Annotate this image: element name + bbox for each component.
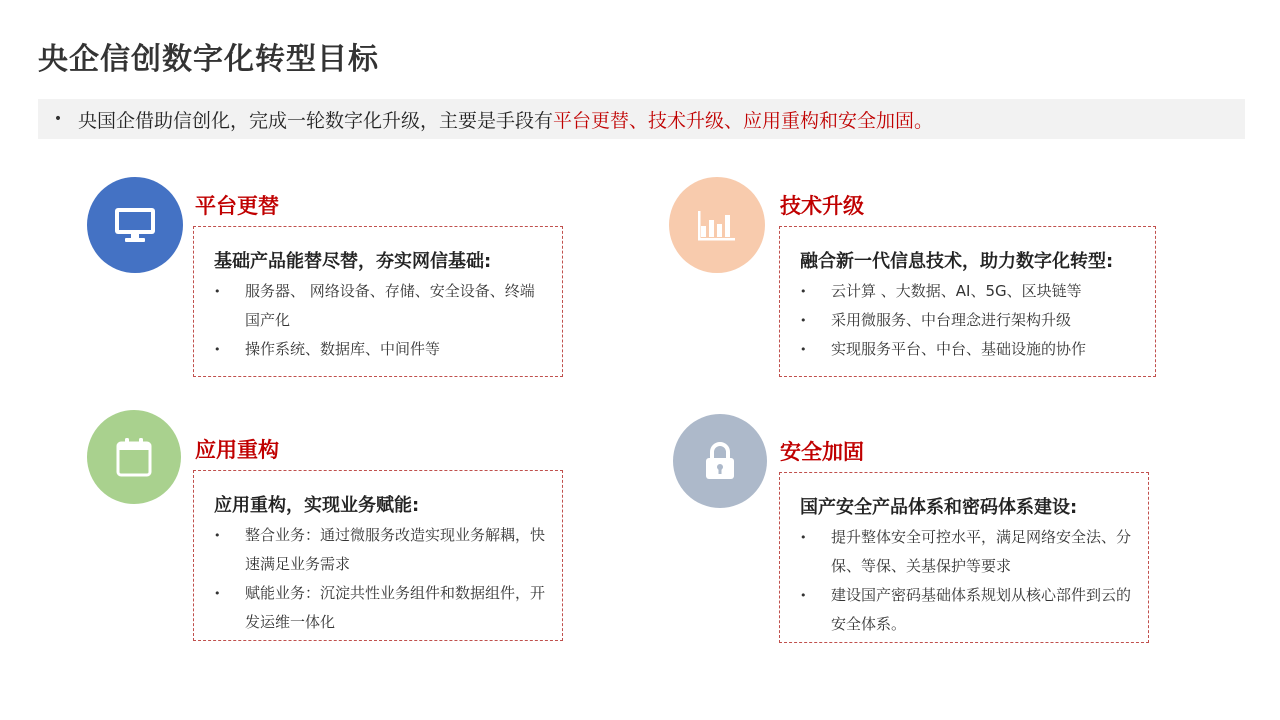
tech-box [779,226,1156,377]
calendar-icon [115,437,153,477]
summary-text-highlight: 平台更替、技术升级、应用重构和安全加固。 [553,109,934,132]
platform-box [193,226,563,377]
list-item: • 采用微服务、中台理念进行架构升级 [800,306,1141,335]
security-heading: 国产安全产品体系和密码体系建设: [800,497,1078,518]
tech-heading: 融合新一代信息技术，助力数字化转型: [800,251,1114,272]
list-item: • 操作系统、数据库、中间件等 [214,335,548,364]
page-title: 央企信创数字化转型目标 [38,42,379,77]
section-title-platform: 平台更替 [195,194,279,218]
list-item: • 建设国产密码基础体系规划从核心部件到云的安全体系。 [800,581,1134,639]
platform-heading: 基础产品能替尽替，夯实网信基础: [214,251,492,272]
list-item: • 实现服务平台、中台、基础设施的协作 [800,335,1141,364]
list-item: • 整合业务：通过微服务改造实现业务解耦，快速满足业务需求 [214,521,548,579]
lock-icon [703,441,737,481]
summary-banner [38,99,1245,139]
monitor-icon [114,207,156,243]
list-item: • 云计算 、大数据、AI、5G、区块链等 [800,277,1141,306]
platform-circle [87,177,183,273]
summary-text [78,106,933,133]
app-circle [87,410,181,504]
bar-chart-icon [697,209,737,241]
security-box [779,472,1149,643]
list-item: • 赋能业务：沉淀共性业务组件和数据组件，开发运维一体化 [214,579,548,637]
list-item: • 服务器、 网络设备、存储、安全设备、终端国产化 [214,277,548,335]
app-box [193,470,563,641]
tech-circle [669,177,765,273]
app-heading: 应用重构，实现业务赋能: [214,495,420,516]
bullet: • [53,111,63,127]
summary-text-normal: 央国企借助信创化，完成一轮数字化升级，主要是手段有 [78,109,554,132]
security-circle [673,414,767,508]
list-item: • 提升整体安全可控水平，满足网络安全法、分保、等保、关基保护等要求 [800,523,1134,581]
section-title-security: 安全加固 [780,440,864,464]
section-title-app: 应用重构 [195,438,279,462]
section-title-tech: 技术升级 [780,194,864,218]
